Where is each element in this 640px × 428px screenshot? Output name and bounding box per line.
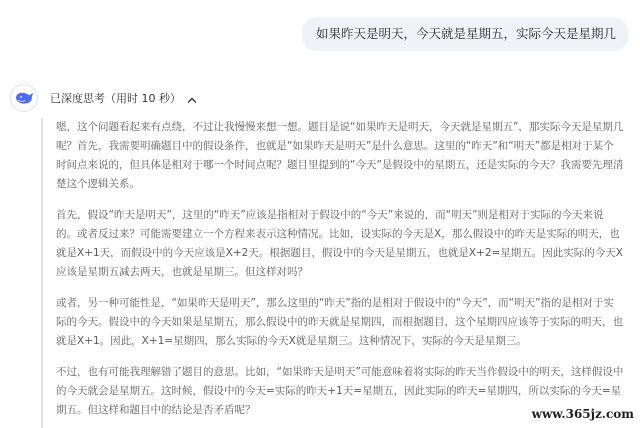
thinking-paragraph: 首先，假设“昨天是明天”，这里的“昨天”应该是指相对于假设中的“今天”来说的，而“明天”则是相对于实际的今天来说的。或者反过来？可能需要建立一个方程来表示这种情况。比如，设实际的今天是X，那么假设中的昨天是实际的明天，也就是X+1天，而假设中的今天应该是X+2天。根据题目，假设中的今天是星期五，也就是X+2=星期五。因此实际的今天X应该是星期五减去两天，也就是星期三。但这样对吗？ [56, 209, 624, 278]
thinking-paragraph: 不过，也有可能我理解错了题目的意思。比如，“如果昨天是明天”可能意味着将实际的昨天当作假设中的明天，这样假设中的今天就会是星期五。这时候，假设中的今天=实际的昨天+1天=星期五，因此实际的昨天=星期四，所以实际的今天=星期五。但这样和题目中的结论是否矛盾呢？ [56, 366, 624, 416]
user-message-text: 如果昨天是明天，今天就是星期五，实际今天是星期几 [315, 26, 616, 41]
thinking-header [10, 84, 197, 112]
thinking-paragraph: 或者，另一种可能性是，“如果昨天是明天”，那么这里的“昨天”指的是相对于假设中的“今天”，而“明天”指的是相对于实际的今天。假设中的今天如果是星期五，那么假设中的昨天就是星期四，而根据题目，这个星期四应该等于实际的明天，也就是X+1。因此，X+1=星期四，那么实际的今天X就是星期三。这种情况下，实际的今天是星期三。 [56, 297, 623, 347]
user-message-bubble [302, 17, 628, 51]
chevron-up-icon [187, 89, 197, 108]
thinking-paragraph: 嗯，这个问题看起来有点绕，不过让我慢慢来想一想。题目是说“如果昨天是明天，今天就是星期五”，那实际今天是星期几呢？首先，我需要明确题目中的假设条件，也就是“如果昨天是明天”是什么意思。这里的“昨天”和“明天”都是相对于某个时间点来说的，但具体是相对于哪一个时间点呢？题目里提到的“今天”是假设中的星期五，还是实际的今天？我需要先理清楚这个逻辑关系。 [56, 121, 624, 190]
thinking-status-label: 已深度思考（用时 10 秒） [50, 92, 181, 105]
thinking-toggle[interactable] [50, 89, 197, 108]
site-watermark: www.365jz.com [531, 407, 634, 421]
thinking-content [41, 118, 630, 428]
deepseek-whale-icon [10, 84, 38, 112]
